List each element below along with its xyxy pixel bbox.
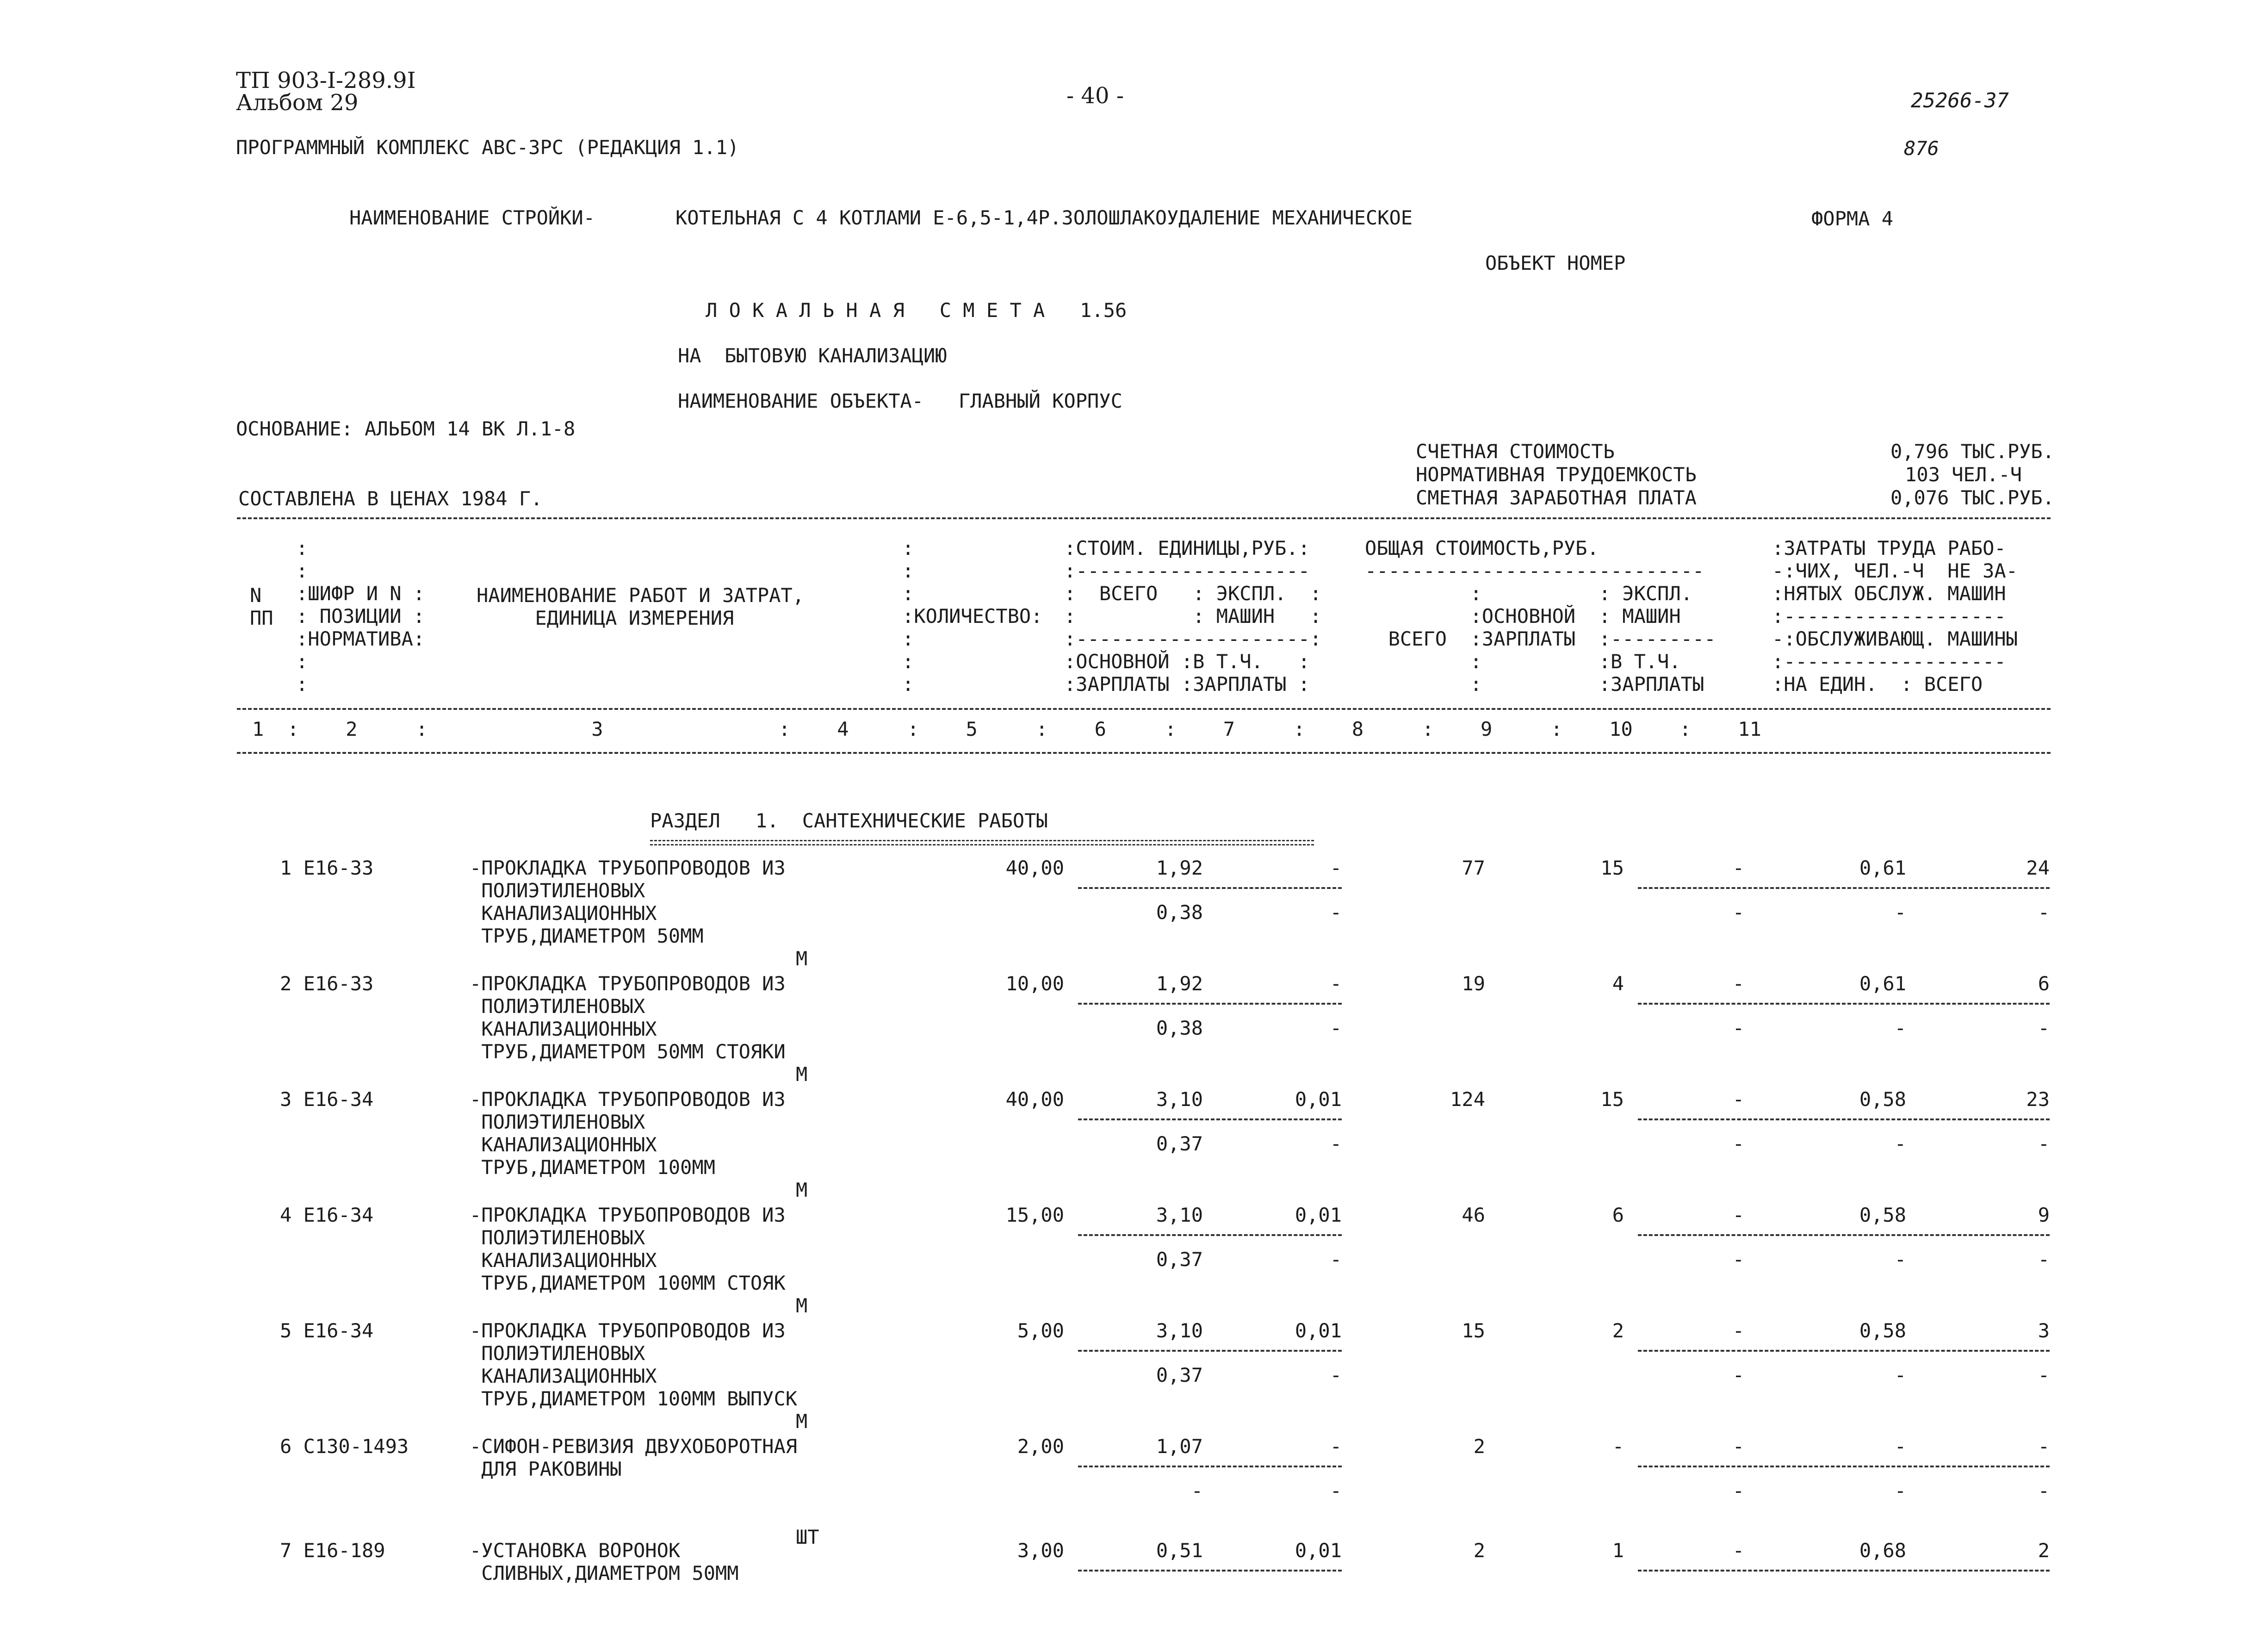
- row-machine-labor-total: -: [2038, 1364, 2050, 1386]
- row-wage: 15: [1600, 1088, 1624, 1111]
- page-number: - 40 -: [1066, 83, 1124, 109]
- row-wage: 6: [1612, 1204, 1624, 1226]
- basis-line: ОСНОВАНИЕ: АЛЬБОМ 14 ВК Л.1-8: [236, 417, 576, 440]
- object-number: ОБЪЕКТ НОМЕР: [1485, 252, 1626, 274]
- row-machine-labor-unit: -: [1894, 1132, 1906, 1155]
- row-code: 2 Е16-33: [280, 972, 374, 995]
- row-code: 7 Е16-189: [280, 1539, 385, 1562]
- row-machine-labor-unit: -: [1894, 1364, 1906, 1386]
- header-rule: [237, 752, 2051, 754]
- col-header-code: : : :ШИФР И N : : ПОЗИЦИИ : :НОРМАТИВА: : :: [296, 537, 425, 696]
- row-divider: [1078, 1350, 1342, 1352]
- section-underline: [650, 840, 1314, 845]
- row-machine-labor-unit: -: [1894, 901, 1906, 924]
- row-wage: 2: [1612, 1319, 1624, 1342]
- row-divider: [1638, 1570, 2050, 1572]
- row-name: -СИФОН-РЕВИЗИЯ ДВУХОБОРОТНАЯ ДЛЯ РАКОВИНЫ: [470, 1435, 798, 1480]
- row-unit: М: [796, 1410, 808, 1433]
- row-machine-labor-unit: -: [1894, 1479, 1906, 1502]
- col-header-name: НАИМЕНОВАНИЕ РАБОТ И ЗАТРАТ, ЕДИНИЦА ИЗМЕРЕНИЯ: [477, 584, 805, 629]
- row-code: 5 Е16-34: [280, 1319, 374, 1342]
- col-header-qty: : : : :КОЛИЧЕСТВО: : : :: [902, 537, 1043, 696]
- row-labor-unit: 0,58: [1859, 1088, 1906, 1111]
- row-unit-mach: -: [1330, 857, 1342, 879]
- doc-code: ТП 903-I-289.9I: [236, 68, 416, 93]
- row-unit-total: 1,92: [1156, 857, 1203, 879]
- archive-number: 25266-37: [1911, 89, 2009, 112]
- row-total: 2: [1473, 1539, 1485, 1562]
- row-unit-total: 1,92: [1156, 972, 1203, 995]
- summary-label: СМЕТНАЯ ЗАРАБОТНАЯ ПЛАТА: [1416, 486, 1697, 509]
- row-labor-unit: 0,61: [1859, 857, 1906, 879]
- summary-value: 0,796 ТЫС.РУБ.: [1890, 440, 2054, 463]
- row-wage: 15: [1600, 857, 1624, 879]
- header-rule: [237, 517, 2051, 519]
- row-qty: 2,00: [1017, 1435, 1064, 1458]
- row-unit-wage-mach: -: [1330, 1479, 1342, 1502]
- row-unit-mach: -: [1330, 1435, 1342, 1458]
- row-mach: -: [1732, 1539, 1744, 1562]
- row-name: -ПРОКЛАДКА ТРУБОПРОВОДОВ ИЗ ПОЛИЭТИЛЕНОВЫХ КАНАЛИЗАЦИОННЫХ ТРУБ,ДИАМЕТРОМ 100ММ СТОЯК: [470, 1204, 786, 1294]
- row-labor-total: 3: [2038, 1319, 2050, 1342]
- row-total: 15: [1462, 1319, 1485, 1342]
- row-qty: 15,00: [1005, 1204, 1064, 1226]
- row-mach: -: [1732, 1435, 1744, 1458]
- row-divider: [1078, 1234, 1342, 1236]
- row-labor-unit: 0,58: [1859, 1204, 1906, 1226]
- row-divider: [1638, 887, 2050, 889]
- row-unit-total: 0,51: [1156, 1539, 1203, 1562]
- document-title: Л О К А Л Ь Н А Я С М Е Т А 1.56: [706, 299, 1127, 322]
- row-divider: [1078, 1118, 1342, 1120]
- row-code: 4 Е16-34: [280, 1204, 374, 1226]
- row-unit-total: 3,10: [1156, 1204, 1203, 1226]
- row-machine-labor-total: -: [2038, 1017, 2050, 1039]
- row-total: 77: [1462, 857, 1485, 879]
- row-unit: М: [796, 1179, 808, 1201]
- row-name: -ПРОКЛАДКА ТРУБОПРОВОДОВ ИЗ ПОЛИЭТИЛЕНОВЫХ КАНАЛИЗАЦИОННЫХ ТРУБ,ДИАМЕТРОМ 100ММ ВЫПУСК: [470, 1319, 798, 1410]
- row-mach: -: [1732, 1088, 1744, 1111]
- row-total: 46: [1462, 1204, 1485, 1226]
- row-mach-wage: -: [1732, 1017, 1744, 1039]
- row-wage: 4: [1612, 972, 1624, 995]
- row-name: -УСТАНОВКА ВОРОНОК СЛИВНЫХ,ДИАМЕТРОМ 50ММ: [470, 1539, 739, 1584]
- row-divider: [1638, 1118, 2050, 1120]
- prices-year: СОСТАВЛЕНА В ЦЕНАХ 1984 Г.: [238, 487, 543, 510]
- row-name: -ПРОКЛАДКА ТРУБОПРОВОДОВ ИЗ ПОЛИЭТИЛЕНОВЫХ КАНАЛИЗАЦИОННЫХ ТРУБ,ДИАМЕТРОМ 100ММ: [470, 1088, 786, 1179]
- row-name: -ПРОКЛАДКА ТРУБОПРОВОДОВ ИЗ ПОЛИЭТИЛЕНОВЫХ КАНАЛИЗАЦИОННЫХ ТРУБ,ДИАМЕТРОМ 50ММ СТОЯКИ: [470, 972, 786, 1063]
- row-divider: [1638, 1234, 2050, 1236]
- row-labor-total: 6: [2038, 972, 2050, 995]
- row-mach: -: [1732, 857, 1744, 879]
- row-unit-wage-mach: -: [1330, 1017, 1342, 1039]
- row-machine-labor-unit: -: [1894, 1017, 1906, 1039]
- row-total: 19: [1462, 972, 1485, 995]
- row-qty: 40,00: [1005, 1088, 1064, 1111]
- row-mach-wage: -: [1732, 901, 1744, 924]
- stroika-label: НАИМЕНОВАНИЕ СТРОЙКИ-: [349, 206, 595, 229]
- row-labor-total: 2: [2038, 1539, 2050, 1562]
- row-divider: [1078, 1466, 1342, 1467]
- row-labor-unit: 0,58: [1859, 1319, 1906, 1342]
- row-qty: 40,00: [1005, 857, 1064, 879]
- row-unit-wage: 0,38: [1156, 1017, 1203, 1039]
- row-wage: -: [1612, 1435, 1624, 1458]
- row-divider: [1638, 1466, 2050, 1467]
- row-machine-labor-total: -: [2038, 1248, 2050, 1271]
- row-total: 2: [1473, 1435, 1485, 1458]
- row-unit-mach: 0,01: [1295, 1319, 1342, 1342]
- row-divider: [1638, 1350, 2050, 1352]
- row-labor-total: 9: [2038, 1204, 2050, 1226]
- summary-value: 103 ЧЕЛ.-Ч: [1905, 463, 2022, 486]
- row-labor-total: 23: [2026, 1088, 2050, 1111]
- row-mach-wage: -: [1732, 1132, 1744, 1155]
- row-name: -ПРОКЛАДКА ТРУБОПРОВОДОВ ИЗ ПОЛИЭТИЛЕНОВЫХ КАНАЛИЗАЦИОННЫХ ТРУБ,ДИАМЕТРОМ 50ММ: [470, 857, 786, 947]
- row-machine-labor-unit: -: [1894, 1248, 1906, 1271]
- row-machine-labor-total: -: [2038, 1479, 2050, 1502]
- row-unit-wage: 0,37: [1156, 1364, 1203, 1386]
- col-header-labor: :ЗАТРАТЫ ТРУДА РАБО- -:ЧИХ, ЧЕЛ.-Ч НЕ ЗА- :НЯТЫХ ОБСЛУЖ. МАШИН :------------------- -:ОБСЛУЖИВАЮЩ. МАШИНЫ :------------------- :НА ЕДИН. : ВСЕГО: [1772, 537, 2018, 696]
- row-unit-wage: -: [1191, 1479, 1203, 1502]
- row-divider: [1638, 1003, 2050, 1005]
- object-name: НАИМЕНОВАНИЕ ОБЪЕКТА- ГЛАВНЫЙ КОРПУС: [678, 390, 1122, 412]
- row-unit-mach: 0,01: [1295, 1539, 1342, 1562]
- forma-label: ФОРМА 4: [1811, 207, 1894, 230]
- col-header-unit-cost: :СТОИМ. ЕДИНИЦЫ,РУБ.: :-------------------- : ВСЕГО : ЭКСПЛ. : : : МАШИН : :--------------------: :ОСНОВНОЙ :В Т.Ч. : :ЗАРПЛАТЫ :ЗАРПЛАТЫ :: [1064, 537, 1322, 696]
- row-code: 1 Е16-33: [280, 857, 374, 879]
- row-unit-wage: 0,37: [1156, 1132, 1203, 1155]
- row-unit-mach: 0,01: [1295, 1204, 1342, 1226]
- document-subtitle: НА БЫТОВУЮ КАНАЛИЗАЦИЮ: [678, 344, 947, 367]
- summary-value: 0,076 ТЫС.РУБ.: [1890, 486, 2054, 509]
- row-unit-wage-mach: -: [1330, 1364, 1342, 1386]
- row-mach-wage: -: [1732, 1364, 1744, 1386]
- row-mach: -: [1732, 972, 1744, 995]
- row-labor-unit: 0,68: [1859, 1539, 1906, 1562]
- row-unit: М: [796, 1294, 808, 1317]
- stroika-value: КОТЕЛЬНАЯ С 4 КОТЛАМИ Е-6,5-1,4Р.ЗОЛОШЛАКОУДАЛЕНИЕ МЕХАНИЧЕСКОЕ: [675, 206, 1413, 229]
- row-machine-labor-total: -: [2038, 1132, 2050, 1155]
- row-labor-unit: 0,61: [1859, 972, 1906, 995]
- row-divider: [1078, 1003, 1342, 1005]
- row-unit-total: 3,10: [1156, 1088, 1203, 1111]
- row-unit-wage-mach: -: [1330, 1248, 1342, 1271]
- row-qty: 3,00: [1017, 1539, 1064, 1562]
- row-mach-wage: -: [1732, 1479, 1744, 1502]
- row-labor-unit: -: [1894, 1435, 1906, 1458]
- row-code: 3 Е16-34: [280, 1088, 374, 1111]
- row-unit-total: 1,07: [1156, 1435, 1203, 1458]
- program-line: ПРОГРАММНЫЙ КОМПЛЕКС АВС-3РС (РЕДАКЦИЯ 1.1): [236, 136, 739, 159]
- column-numbers: 1 : 2 : 3 : 4 : 5 : 6 : 7 : 8 : 9 : 10 : 11: [252, 718, 1761, 740]
- row-mach-wage: -: [1732, 1248, 1744, 1271]
- row-code: 6 С130-1493: [280, 1435, 409, 1458]
- row-labor-total: -: [2038, 1435, 2050, 1458]
- row-unit: М: [796, 1063, 808, 1086]
- album-label: Альбом 29: [236, 90, 359, 116]
- row-divider: [1078, 1570, 1342, 1572]
- row-machine-labor-total: -: [2038, 901, 2050, 924]
- row-qty: 10,00: [1005, 972, 1064, 995]
- row-unit: ШТ: [796, 1526, 819, 1548]
- row-mach: -: [1732, 1204, 1744, 1226]
- col-header-n: N ПП: [250, 584, 273, 629]
- row-unit-mach: 0,01: [1295, 1088, 1342, 1111]
- row-unit-total: 3,10: [1156, 1319, 1203, 1342]
- row-qty: 5,00: [1017, 1319, 1064, 1342]
- row-unit-mach: -: [1330, 972, 1342, 995]
- row-unit-wage-mach: -: [1330, 1132, 1342, 1155]
- row-wage: 1: [1612, 1539, 1624, 1562]
- row-labor-total: 24: [2026, 857, 2050, 879]
- row-unit-wage: 0,37: [1156, 1248, 1203, 1271]
- summary-label: НОРМАТИВНАЯ ТРУДОЕМКОСТЬ: [1416, 463, 1697, 486]
- col-header-total-cost: ОБЩАЯ СТОИМОСТЬ,РУБ. ----------------------------- : : ЭКСПЛ. :ОСНОВНОЙ : МАШИН ВСЕГО :ЗАРПЛАТЫ :--------- : :В Т.Ч. : :ЗАРПЛАТЫ: [1365, 537, 1716, 696]
- header-rule: [237, 708, 2051, 710]
- row-mach: -: [1732, 1319, 1744, 1342]
- row-unit-wage: 0,38: [1156, 901, 1203, 924]
- summary-label: СЧЕТНАЯ СТОИМОСТЬ: [1416, 440, 1615, 463]
- row-unit-wage-mach: -: [1330, 901, 1342, 924]
- row-unit: М: [796, 947, 808, 970]
- row-total: 124: [1450, 1088, 1485, 1111]
- section-title: РАЗДЕЛ 1. САНТЕХНИЧЕСКИЕ РАБОТЫ: [650, 809, 1048, 832]
- sheet-code: 876: [1904, 137, 1939, 160]
- row-divider: [1078, 887, 1342, 889]
